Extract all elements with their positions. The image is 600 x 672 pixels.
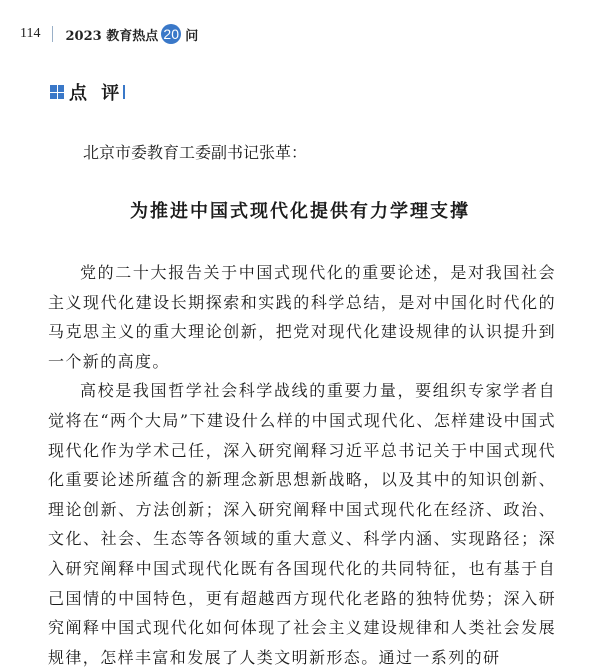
book-title: 2023 教育热点 — [65, 28, 159, 44]
number-badge: 20 — [161, 24, 181, 44]
section-label: 点 评 — [69, 83, 124, 104]
paragraph: 高校是我国哲学社会科学战线的重要力量，要组织专家学者自觉将在“两个大局”下建设什么样的中国式现代化、怎样建设中国式现代化作为学术己任，深入研究阐释习近平总书记关于中国式现代化重要论述所蕴含的新理念新思想新战略，以及其中的知识创新、理论创新、方法创新；深入研究阐释中国式现代化在经济、政治、文化、社会、生态等各领域的重大意义、科学内涵、实现路径；深入研究阐释中国式现代化既有各国现代化的共同特征，也有基于自己国情的中国特色，更有超越西方现代化老路的独特优势；深入研究阐释中国式现代化如何体现了社会主义建设规律和人类社会发展规律，怎样丰富和发展了人类文明新形态。通过一系列的研 — [48, 381, 556, 667]
article-title: 为推进中国式现代化提供有力学理支撑 — [130, 201, 470, 222]
article-body — [48, 258, 556, 672]
grid-square-icon — [50, 85, 64, 99]
page-number: 114 — [20, 26, 41, 41]
vertical-bar-icon — [123, 85, 125, 99]
paragraph: 党的二十大报告关于中国式现代化的重要论述，是对我国社会主义现代化建设长期探索和实践的科学总结，是对中国化时代化的马克思主义的重大理论创新，把党对现代化建设规律的认识提升到一个新的高度。 — [48, 263, 556, 371]
header-divider — [52, 26, 53, 42]
author-line: 北京市委教育工委副书记张革： — [83, 143, 308, 162]
book-title-suffix: 问 — [185, 28, 199, 44]
section-heading — [50, 79, 125, 105]
running-header — [20, 22, 198, 46]
